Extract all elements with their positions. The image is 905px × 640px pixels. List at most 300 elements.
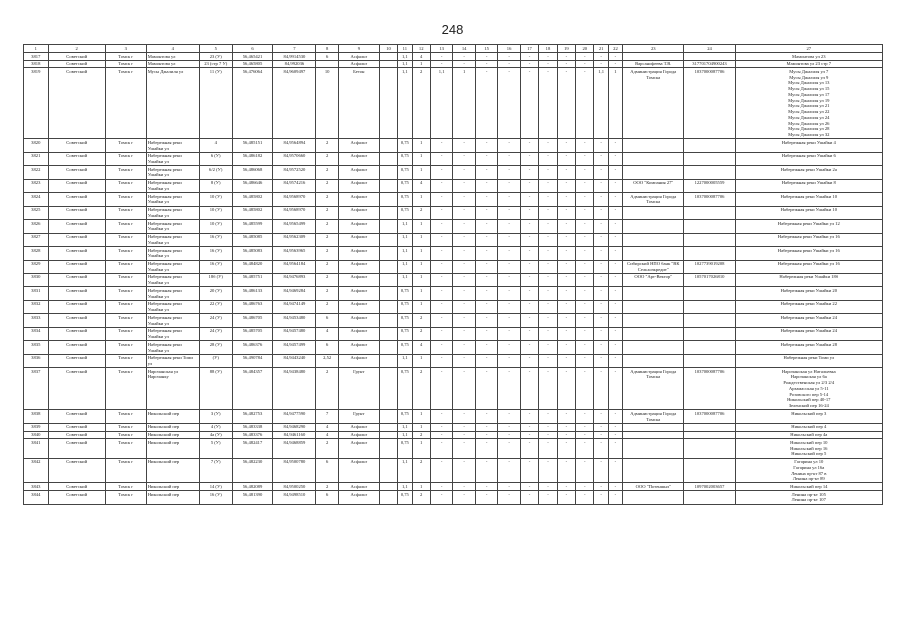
value-cell: - bbox=[608, 247, 622, 260]
value-cell: - bbox=[475, 327, 497, 340]
house-cell: 4а (У) bbox=[199, 431, 232, 439]
value-cell: - bbox=[608, 60, 622, 68]
value-cell: - bbox=[453, 139, 475, 152]
latitude-cell: 56,483338 bbox=[232, 423, 273, 431]
value-cell: - bbox=[430, 233, 452, 246]
value-cell: - bbox=[539, 287, 557, 300]
city-cell: Томск г bbox=[105, 410, 146, 423]
value-cell: - bbox=[608, 220, 622, 233]
empty-cell bbox=[379, 53, 397, 61]
district-cell: Советский bbox=[48, 491, 105, 504]
row-number: 3838 bbox=[24, 410, 49, 423]
row-number: 3826 bbox=[24, 220, 49, 233]
empty-cell bbox=[379, 273, 397, 286]
served-addresses-cell bbox=[735, 368, 882, 410]
count-cell: 4 bbox=[412, 341, 430, 354]
served-addresses-cell bbox=[735, 423, 882, 431]
latitude-cell: 56,484820 bbox=[232, 260, 273, 273]
street-cell: Набережная реки Ушайки ул bbox=[146, 233, 199, 246]
volume-cell: 1,1 bbox=[398, 53, 412, 61]
inn-cell bbox=[684, 491, 735, 504]
empty-cell bbox=[379, 458, 397, 483]
value-cell: - bbox=[453, 439, 475, 458]
value-cell: - bbox=[430, 300, 452, 313]
column-header-16: 16 bbox=[498, 45, 520, 53]
value-cell: - bbox=[430, 53, 452, 61]
column-number-row bbox=[24, 45, 883, 53]
value-cell: - bbox=[453, 247, 475, 260]
city-cell: Томск г bbox=[105, 193, 146, 206]
value-cell: - bbox=[576, 273, 594, 286]
table-row bbox=[24, 179, 883, 192]
value-cell: - bbox=[557, 431, 575, 439]
value-cell: - bbox=[576, 368, 594, 410]
longitude-cell: 84,9438480 bbox=[273, 368, 316, 410]
value-cell: - bbox=[539, 491, 557, 504]
street-cell: Набережная реки Ушайки ул bbox=[146, 341, 199, 354]
value-cell: - bbox=[539, 166, 557, 179]
inn-cell bbox=[684, 327, 735, 340]
table-row bbox=[24, 273, 883, 286]
surface-cell: Асфальт bbox=[338, 287, 379, 300]
row-number: 3824 bbox=[24, 193, 49, 206]
longitude-cell: 84,9568970 bbox=[273, 206, 316, 219]
served-address: Мусы Джалиля ул 28 bbox=[788, 126, 830, 132]
longitude-cell: 84,9477590 bbox=[273, 410, 316, 423]
district-cell: Советский bbox=[48, 60, 105, 68]
value-cell: - bbox=[453, 273, 475, 286]
table-row bbox=[24, 247, 883, 260]
column-header-18: 18 bbox=[539, 45, 557, 53]
inn-cell: 1057017026810 bbox=[684, 273, 735, 286]
city-cell: Томск г bbox=[105, 300, 146, 313]
served-addresses-cell bbox=[735, 247, 882, 260]
value-cell: - bbox=[430, 139, 452, 152]
count-cell: 2 bbox=[412, 431, 430, 439]
value-cell: - bbox=[475, 139, 497, 152]
value-cell: - bbox=[594, 260, 608, 273]
row-number: 3841 bbox=[24, 439, 49, 458]
table-row bbox=[24, 431, 883, 439]
table-row bbox=[24, 139, 883, 152]
value-cell: - bbox=[594, 152, 608, 165]
city-cell: Томск г bbox=[105, 491, 146, 504]
area-cell: 10 bbox=[316, 68, 338, 139]
value-cell: - bbox=[475, 491, 497, 504]
value-cell: - bbox=[430, 60, 452, 68]
volume-cell: 0,75 bbox=[398, 314, 412, 327]
street-cell: Набережная реки Ушайки ул bbox=[146, 287, 199, 300]
value-cell: - bbox=[539, 341, 557, 354]
owner-cell: Администрация Города Томска bbox=[623, 368, 684, 410]
served-address: Набережная реки Ушайки 24 bbox=[780, 314, 837, 320]
value-cell: - bbox=[608, 233, 622, 246]
value-cell: - bbox=[475, 439, 497, 458]
volume-cell: 0,75 bbox=[398, 206, 412, 219]
area-cell: 2 bbox=[316, 300, 338, 313]
volume-cell: 0,75 bbox=[398, 327, 412, 340]
owner-cell bbox=[623, 139, 684, 152]
value-cell: - bbox=[539, 354, 557, 367]
longitude-cell: 84,9562309 bbox=[273, 233, 316, 246]
surface-cell: Асфальт bbox=[338, 152, 379, 165]
area-cell: 2 bbox=[316, 206, 338, 219]
owner-cell bbox=[623, 166, 684, 179]
longitude-cell: 84,9457499 bbox=[273, 341, 316, 354]
value-cell: - bbox=[576, 179, 594, 192]
street-cell: Мусы Джалиля ул bbox=[146, 68, 199, 139]
value-cell: - bbox=[539, 439, 557, 458]
surface-cell: Асфальт bbox=[338, 300, 379, 313]
volume-cell: 1,1 bbox=[398, 423, 412, 431]
value-cell: - bbox=[557, 60, 575, 68]
house-cell: 6 (У) bbox=[199, 152, 232, 165]
column-header-24: 24 bbox=[684, 45, 735, 53]
served-addresses-cell bbox=[735, 260, 882, 273]
area-cell: 2 bbox=[316, 233, 338, 246]
longitude-cell: 84,9570660 bbox=[273, 152, 316, 165]
value-cell: - bbox=[475, 314, 497, 327]
column-header-2: 2 bbox=[48, 45, 105, 53]
column-header-1: 1 bbox=[24, 45, 49, 53]
value-cell: - bbox=[594, 287, 608, 300]
value-cell: - bbox=[576, 68, 594, 139]
street-cell: Никольский пер bbox=[146, 423, 199, 431]
value-cell: - bbox=[430, 483, 452, 491]
inn-cell: 1037000087706 bbox=[684, 368, 735, 410]
count-cell: 1 bbox=[412, 287, 430, 300]
value-cell: - bbox=[594, 410, 608, 423]
count-cell: 1 bbox=[412, 410, 430, 423]
value-cell: - bbox=[539, 423, 557, 431]
row-number: 3823 bbox=[24, 179, 49, 192]
value-cell: - bbox=[608, 300, 622, 313]
table-row bbox=[24, 287, 883, 300]
value-cell: - bbox=[475, 300, 497, 313]
value-cell: - bbox=[539, 193, 557, 206]
latitude-cell: 56,486763 bbox=[232, 300, 273, 313]
district-cell: Советский bbox=[48, 233, 105, 246]
district-cell: Советский bbox=[48, 166, 105, 179]
city-cell: Томск г bbox=[105, 483, 146, 491]
district-cell: Советский bbox=[48, 327, 105, 340]
volume-cell: 1,1 bbox=[398, 247, 412, 260]
latitude-cell: 56,486133 bbox=[232, 287, 273, 300]
value-cell: - bbox=[608, 439, 622, 458]
value-cell: - bbox=[576, 491, 594, 504]
value-cell: - bbox=[557, 327, 575, 340]
inn-cell bbox=[684, 431, 735, 439]
empty-cell bbox=[379, 206, 397, 219]
value-cell: - bbox=[520, 139, 538, 152]
value-cell: - bbox=[520, 314, 538, 327]
owner-cell bbox=[623, 439, 684, 458]
value-cell: - bbox=[520, 327, 538, 340]
value-cell: - bbox=[520, 53, 538, 61]
value-cell: - bbox=[557, 287, 575, 300]
value-cell: - bbox=[475, 368, 497, 410]
house-cell: 14 (У) bbox=[199, 483, 232, 491]
value-cell: - bbox=[475, 233, 497, 246]
value-cell: - bbox=[498, 458, 520, 483]
volume-cell: 1,1 bbox=[398, 260, 412, 273]
volume-cell: 1,1 bbox=[398, 233, 412, 246]
value-cell: - bbox=[576, 431, 594, 439]
count-cell: 1 bbox=[412, 260, 430, 273]
served-address: Набережная реки Ушайки 28 bbox=[780, 341, 837, 347]
value-cell: - bbox=[539, 368, 557, 410]
served-address: Мусы Джалиля ул 22 bbox=[788, 109, 830, 115]
served-address: Мусы Джалиля ул 32 bbox=[788, 132, 830, 138]
street-cell: Набережная реки Ушайки ул bbox=[146, 166, 199, 179]
district-cell: Советский bbox=[48, 273, 105, 286]
value-cell: - bbox=[498, 139, 520, 152]
value-cell: - bbox=[475, 410, 497, 423]
table-row bbox=[24, 368, 883, 410]
street-cell: Никольский пер bbox=[146, 431, 199, 439]
street-cell: Набережная реки Ушайки ул bbox=[146, 193, 199, 206]
empty-cell bbox=[379, 68, 397, 139]
area-cell: 6 bbox=[316, 341, 338, 354]
value-cell: - bbox=[520, 206, 538, 219]
value-cell: - bbox=[475, 260, 497, 273]
house-cell: 16 (У) bbox=[199, 233, 232, 246]
house-cell: 88 (У) bbox=[199, 368, 232, 410]
served-address: Никольский пер 16 bbox=[790, 445, 828, 451]
value-cell: - bbox=[557, 300, 575, 313]
street-cell: Набережная реки Ушайки ул bbox=[146, 314, 199, 327]
value-cell: - bbox=[475, 247, 497, 260]
value-cell: - bbox=[498, 193, 520, 206]
column-header-19: 19 bbox=[557, 45, 575, 53]
value-cell: - bbox=[520, 247, 538, 260]
table-row bbox=[24, 193, 883, 206]
value-cell: - bbox=[539, 53, 557, 61]
house-cell: 4 (У) bbox=[199, 423, 232, 431]
value-cell: 1,1 bbox=[594, 68, 608, 139]
table-row bbox=[24, 53, 883, 61]
count-cell: 2 bbox=[412, 314, 430, 327]
value-cell: - bbox=[557, 206, 575, 219]
value-cell: - bbox=[498, 423, 520, 431]
value-cell: - bbox=[576, 233, 594, 246]
longitude-cell: 84,9476893 bbox=[273, 273, 316, 286]
longitude-cell: 84,9500250 bbox=[273, 483, 316, 491]
surface-cell: Асфальт bbox=[338, 247, 379, 260]
value-cell: - bbox=[430, 273, 452, 286]
surface-cell: Асфальт bbox=[338, 327, 379, 340]
value-cell: - bbox=[430, 431, 452, 439]
served-address: Ленина пр-кт 105 bbox=[791, 491, 826, 497]
house-cell: (У) bbox=[199, 354, 232, 367]
served-address: Мусы Джалиля ул 13 bbox=[788, 80, 830, 86]
longitude-cell: 84,9564184 bbox=[273, 260, 316, 273]
table-row bbox=[24, 220, 883, 233]
value-cell: - bbox=[430, 458, 452, 483]
value-cell: - bbox=[576, 152, 594, 165]
value-cell: - bbox=[576, 410, 594, 423]
street-cell: Набережная реки Ушайки ул bbox=[146, 260, 199, 273]
served-addresses-cell bbox=[735, 314, 882, 327]
empty-cell bbox=[379, 139, 397, 152]
empty-cell bbox=[379, 287, 397, 300]
value-cell: - bbox=[430, 341, 452, 354]
inn-cell bbox=[684, 300, 735, 313]
value-cell: - bbox=[498, 60, 520, 68]
surface-cell: Асфальт bbox=[338, 166, 379, 179]
surface-cell: Асфальт bbox=[338, 179, 379, 192]
value-cell: - bbox=[475, 68, 497, 139]
served-address: Набережная реки Ушайки 22 bbox=[780, 301, 837, 307]
inn-cell bbox=[684, 233, 735, 246]
value-cell: - bbox=[475, 458, 497, 483]
value-cell: - bbox=[453, 410, 475, 423]
longitude-cell: 84,9609497 bbox=[273, 68, 316, 139]
value-cell: - bbox=[453, 220, 475, 233]
value-cell: - bbox=[520, 166, 538, 179]
volume-cell: 0,75 bbox=[398, 300, 412, 313]
district-cell: Советский bbox=[48, 152, 105, 165]
value-cell: - bbox=[475, 152, 497, 165]
street-cell: Набережная реки Ушайки ул bbox=[146, 220, 199, 233]
owner-cell bbox=[623, 206, 684, 219]
city-cell: Томск г bbox=[105, 458, 146, 483]
empty-cell bbox=[379, 300, 397, 313]
street-cell: Мамонтова ул bbox=[146, 60, 199, 68]
column-header-3: 3 bbox=[105, 45, 146, 53]
volume-cell: 0,75 bbox=[398, 287, 412, 300]
served-address: Нарочанская ул 6а bbox=[790, 374, 827, 380]
served-addresses-cell bbox=[735, 431, 882, 439]
column-header-6: 6 bbox=[232, 45, 273, 53]
owner-cell bbox=[623, 354, 684, 367]
latitude-cell: 56,476064 bbox=[232, 68, 273, 139]
value-cell: - bbox=[498, 368, 520, 410]
register-table bbox=[23, 44, 883, 505]
house-cell: 20 (У) bbox=[199, 287, 232, 300]
district-cell: Советский bbox=[48, 247, 105, 260]
count-cell: 1 bbox=[412, 220, 430, 233]
owner-cell bbox=[623, 220, 684, 233]
owner-cell bbox=[623, 53, 684, 61]
longitude-cell: 84,9461160 bbox=[273, 431, 316, 439]
value-cell: - bbox=[430, 166, 452, 179]
city-cell: Томск г bbox=[105, 152, 146, 165]
value-cell: - bbox=[539, 68, 557, 139]
served-address: Нарочанская ул Натальевка bbox=[781, 368, 836, 374]
served-address: Зеленский пер 16-24 bbox=[788, 403, 829, 409]
value-cell: - bbox=[498, 287, 520, 300]
owner-cell bbox=[623, 327, 684, 340]
value-cell: - bbox=[557, 247, 575, 260]
value-cell: - bbox=[498, 179, 520, 192]
value-cell: - bbox=[498, 53, 520, 61]
value-cell: - bbox=[520, 220, 538, 233]
street-cell: Никольский пер bbox=[146, 410, 199, 423]
value-cell: - bbox=[498, 247, 520, 260]
value-cell: - bbox=[453, 166, 475, 179]
empty-cell bbox=[379, 368, 397, 410]
value-cell: - bbox=[608, 327, 622, 340]
owner-cell bbox=[623, 233, 684, 246]
value-cell: 1 bbox=[453, 68, 475, 139]
area-cell: 2 bbox=[316, 139, 338, 152]
value-cell: - bbox=[520, 233, 538, 246]
value-cell: - bbox=[557, 314, 575, 327]
value-cell: - bbox=[430, 423, 452, 431]
owner-cell bbox=[623, 300, 684, 313]
value-cell: - bbox=[475, 354, 497, 367]
value-cell: - bbox=[539, 139, 557, 152]
owner-cell bbox=[623, 431, 684, 439]
house-cell: 16 (У) bbox=[199, 247, 232, 260]
value-cell: - bbox=[453, 179, 475, 192]
served-address: Набережная реки Ушайки ул 16 bbox=[777, 234, 840, 240]
value-cell: - bbox=[430, 220, 452, 233]
value-cell: - bbox=[453, 193, 475, 206]
value-cell: - bbox=[520, 354, 538, 367]
surface-cell: Асфальт bbox=[338, 220, 379, 233]
street-cell: Никольский пер bbox=[146, 458, 199, 483]
street-cell: Набережная реки Ушайки ул bbox=[146, 327, 199, 340]
value-cell: - bbox=[453, 60, 475, 68]
value-cell: - bbox=[576, 423, 594, 431]
served-addresses-cell bbox=[735, 341, 882, 354]
longitude-cell: 84,9564894 bbox=[273, 139, 316, 152]
value-cell: - bbox=[576, 260, 594, 273]
area-cell: 2 bbox=[316, 439, 338, 458]
surface-cell: Асфальт bbox=[338, 260, 379, 273]
surface-cell: Асфальт bbox=[338, 458, 379, 483]
empty-cell bbox=[379, 410, 397, 423]
value-cell: - bbox=[557, 152, 575, 165]
value-cell: - bbox=[430, 260, 452, 273]
value-cell: - bbox=[608, 410, 622, 423]
row-number: 3818 bbox=[24, 60, 49, 68]
served-address: Мамонтова ул 23 bbox=[792, 53, 826, 59]
value-cell: - bbox=[453, 233, 475, 246]
owner-cell: Администрация Города Томска bbox=[623, 410, 684, 423]
volume-cell: 1,1 bbox=[398, 458, 412, 483]
latitude-cell: 56,465805 bbox=[232, 60, 273, 68]
served-address: Набережная реки Ушайки 20 bbox=[780, 287, 837, 293]
value-cell: - bbox=[594, 300, 608, 313]
street-cell: Никольский пер bbox=[146, 439, 199, 458]
served-addresses-cell bbox=[735, 206, 882, 219]
count-cell: 2 bbox=[412, 458, 430, 483]
area-cell bbox=[316, 60, 338, 68]
served-address: Набережная реки Ушайки 10 bbox=[780, 193, 837, 199]
column-header-4: 4 bbox=[146, 45, 199, 53]
value-cell: - bbox=[576, 483, 594, 491]
column-header-20: 20 bbox=[576, 45, 594, 53]
volume-cell: 0,75 bbox=[398, 491, 412, 504]
city-cell: Томск г bbox=[105, 53, 146, 61]
value-cell: - bbox=[608, 139, 622, 152]
city-cell: Томск г bbox=[105, 220, 146, 233]
row-number: 3842 bbox=[24, 458, 49, 483]
count-cell: 1 bbox=[412, 166, 430, 179]
row-number: 3837 bbox=[24, 368, 49, 410]
served-addresses-cell bbox=[735, 166, 882, 179]
served-addresses-cell bbox=[735, 139, 882, 152]
value-cell: - bbox=[576, 206, 594, 219]
served-addresses-cell bbox=[735, 53, 882, 61]
table-row bbox=[24, 68, 883, 139]
empty-cell bbox=[379, 260, 397, 273]
value-cell: - bbox=[557, 273, 575, 286]
value-cell: - bbox=[498, 273, 520, 286]
